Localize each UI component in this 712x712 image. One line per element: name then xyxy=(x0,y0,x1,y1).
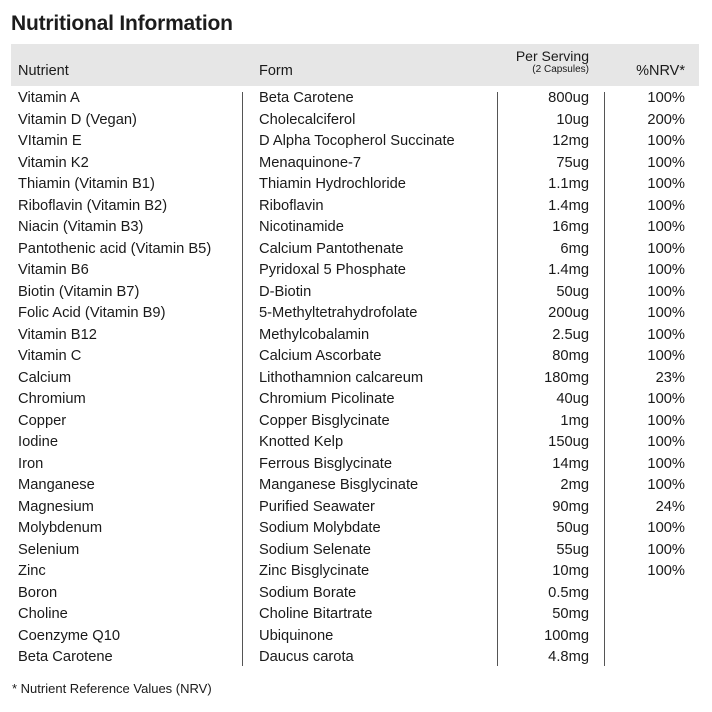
nrv-cell: 100% xyxy=(647,133,685,149)
nutrient-cell: Manganese xyxy=(18,477,95,493)
serving-cell: 90mg xyxy=(552,498,589,515)
table-row xyxy=(0,217,712,239)
form-cell: Sodium Molybdate xyxy=(259,520,381,536)
table-row xyxy=(0,260,712,282)
form-cell: D-Biotin xyxy=(259,283,312,300)
serving-cell: 2mg xyxy=(560,477,589,493)
nutrient-cell: Magnesium xyxy=(18,498,94,515)
nrv-cell: 100% xyxy=(647,176,685,192)
form-cell: Menaquinone-7 xyxy=(259,154,362,171)
table-row xyxy=(0,540,712,562)
table-row xyxy=(0,411,712,433)
table-row xyxy=(0,110,712,132)
nrv-cell: 100% xyxy=(647,391,685,407)
form-cell: Manganese Bisglycinate xyxy=(259,477,419,493)
nrv-cell: 100% xyxy=(647,219,685,235)
table-row xyxy=(0,174,712,196)
form-cell: Purified Seawater xyxy=(259,498,375,515)
form-cell: Choline Bitartrate xyxy=(259,606,373,622)
form-cell: Pyridoxal 5 Phosphate xyxy=(259,262,406,278)
nrv-cell: 100% xyxy=(647,305,685,321)
form-cell: Cholecalciferol xyxy=(259,111,356,128)
table-row xyxy=(0,88,712,110)
table-row xyxy=(0,432,712,454)
serving-cell: 1.1mg xyxy=(548,176,589,192)
serving-cell: 10mg xyxy=(552,563,589,579)
nrv-cell: 100% xyxy=(647,412,685,429)
serving-cell: 1.4mg xyxy=(548,262,589,278)
nutrient-cell: Choline xyxy=(18,606,68,622)
nrv-cell: 100% xyxy=(647,240,685,257)
table-row xyxy=(0,368,712,390)
serving-cell: 16mg xyxy=(552,219,589,235)
nutrient-table-body xyxy=(0,88,712,669)
nrv-cell: 100% xyxy=(647,477,685,493)
nutrient-cell: Iron xyxy=(18,455,44,472)
form-cell: D Alpha Tocopherol Succinate xyxy=(259,133,455,149)
table-row xyxy=(0,647,712,669)
nrv-cell: 100% xyxy=(647,434,685,450)
serving-cell: 40ug xyxy=(556,391,589,407)
form-cell: Nicotinamide xyxy=(259,219,344,235)
nrv-cell: 100% xyxy=(647,563,685,579)
nutrient-cell: Vitamin C xyxy=(18,348,82,364)
form-cell: Ferrous Bisglycinate xyxy=(259,455,393,472)
nutrient-cell: Biotin (Vitamin B7) xyxy=(18,283,140,300)
table-row xyxy=(0,454,712,476)
nrv-cell: 100% xyxy=(647,283,685,300)
nrv-cell: 23% xyxy=(655,369,685,386)
nutrient-cell: Folic Acid (Vitamin B9) xyxy=(18,305,166,321)
nutrient-cell: Chromium xyxy=(18,391,86,407)
table-row xyxy=(0,346,712,368)
serving-cell: 50ug xyxy=(556,520,589,536)
nutrient-cell: Calcium xyxy=(18,369,72,386)
serving-cell: 200ug xyxy=(548,305,589,321)
nutrient-cell: Copper xyxy=(18,412,67,429)
table-row xyxy=(0,303,712,325)
form-cell: Beta Carotene xyxy=(259,90,354,106)
nutrient-cell: Pantothenic acid (Vitamin B5) xyxy=(18,240,212,257)
nutrient-cell: Vitamin A xyxy=(18,90,80,106)
serving-cell: 12mg xyxy=(552,133,589,149)
serving-cell: 14mg xyxy=(552,455,589,472)
nutrient-cell: Boron xyxy=(18,584,58,601)
form-cell: Chromium Picolinate xyxy=(259,391,395,407)
serving-cell: 75ug xyxy=(556,154,589,171)
serving-cell: 50ug xyxy=(556,283,589,300)
form-cell: Lithothamnion calcareum xyxy=(259,369,424,386)
nutrient-cell: Coenzyme Q10 xyxy=(18,627,121,644)
serving-cell: 1mg xyxy=(560,412,589,429)
nrv-cell: 100% xyxy=(647,326,685,343)
form-cell: 5-Methyltetrahydrofolate xyxy=(259,305,418,321)
table-row xyxy=(0,583,712,605)
form-cell: Zinc Bisglycinate xyxy=(259,563,370,579)
nutrient-cell: Iodine xyxy=(18,434,59,450)
serving-cell: 0.5mg xyxy=(548,584,589,601)
nutrient-cell: Selenium xyxy=(18,541,80,558)
serving-cell: 10ug xyxy=(556,111,589,128)
table-row xyxy=(0,626,712,648)
header-per-serving-sub: (2 Capsules) xyxy=(532,64,589,75)
nutrient-cell: Niacin (Vitamin B3) xyxy=(18,219,144,235)
table-row xyxy=(0,131,712,153)
nutrient-cell: Molybdenum xyxy=(18,520,103,536)
table-row xyxy=(0,239,712,261)
table-header xyxy=(11,44,699,86)
nrv-cell: 100% xyxy=(647,90,685,106)
nutrient-cell: Beta Carotene xyxy=(18,649,113,665)
nutrient-cell: Vitamin K2 xyxy=(18,154,89,171)
page-title: Nutritional Information xyxy=(11,12,233,35)
table-row xyxy=(0,497,712,519)
serving-cell: 80mg xyxy=(552,348,589,364)
table-row xyxy=(0,475,712,497)
serving-cell: 180mg xyxy=(544,369,589,386)
form-cell: Daucus carota xyxy=(259,649,354,665)
nutrient-cell: Thiamin (Vitamin B1) xyxy=(18,176,155,192)
nutrient-cell: Riboflavin (Vitamin B2) xyxy=(18,197,168,214)
header-form: Form xyxy=(259,63,293,79)
nrv-cell: 100% xyxy=(647,197,685,214)
serving-cell: 800ug xyxy=(548,90,589,106)
serving-cell: 50mg xyxy=(552,606,589,622)
form-cell: Copper Bisglycinate xyxy=(259,412,390,429)
table-row xyxy=(0,325,712,347)
nrv-cell: 100% xyxy=(647,348,685,364)
header-nutrient: Nutrient xyxy=(18,63,69,79)
form-cell: Ubiquinone xyxy=(259,627,334,644)
serving-cell: 6mg xyxy=(560,240,589,257)
serving-cell: 55ug xyxy=(556,541,589,558)
serving-cell: 1.4mg xyxy=(548,197,589,214)
nutrient-cell: VItamin E xyxy=(18,133,82,149)
serving-cell: 100mg xyxy=(544,627,589,644)
nrv-cell: 100% xyxy=(647,520,685,536)
table-row xyxy=(0,153,712,175)
nrv-cell: 24% xyxy=(655,498,685,515)
table-row xyxy=(0,196,712,218)
nrv-cell: 100% xyxy=(647,541,685,558)
table-row xyxy=(0,282,712,304)
nutrient-cell: Vitamin D (Vegan) xyxy=(18,111,137,128)
header-per-serving xyxy=(516,50,589,76)
form-cell: Thiamin Hydrochloride xyxy=(259,176,406,192)
form-cell: Riboflavin xyxy=(259,197,324,214)
form-cell: Methylcobalamin xyxy=(259,326,370,343)
serving-cell: 2.5ug xyxy=(552,326,589,343)
form-cell: Sodium Selenate xyxy=(259,541,371,558)
nrv-cell: 100% xyxy=(647,455,685,472)
nrv-cell: 100% xyxy=(647,154,685,171)
table-row xyxy=(0,604,712,626)
nutrient-cell: Vitamin B6 xyxy=(18,262,89,278)
serving-cell: 4.8mg xyxy=(548,649,589,665)
table-row xyxy=(0,518,712,540)
table-row xyxy=(0,561,712,583)
header-nrv: %NRV* xyxy=(636,63,685,79)
nrv-cell: 100% xyxy=(647,262,685,278)
serving-cell: 150ug xyxy=(548,434,589,450)
form-cell: Calcium Pantothenate xyxy=(259,240,404,257)
form-cell: Sodium Borate xyxy=(259,584,357,601)
header-per-serving-label: Per Serving xyxy=(515,48,589,64)
nrv-cell: 200% xyxy=(647,111,685,128)
table-row xyxy=(0,389,712,411)
footnote: * Nutrient Reference Values (NRV) xyxy=(12,681,212,696)
form-cell: Knotted Kelp xyxy=(259,434,344,450)
form-cell: Calcium Ascorbate xyxy=(259,348,382,364)
nutrient-cell: Zinc xyxy=(18,563,46,579)
nutrient-cell: Vitamin B12 xyxy=(18,326,97,343)
